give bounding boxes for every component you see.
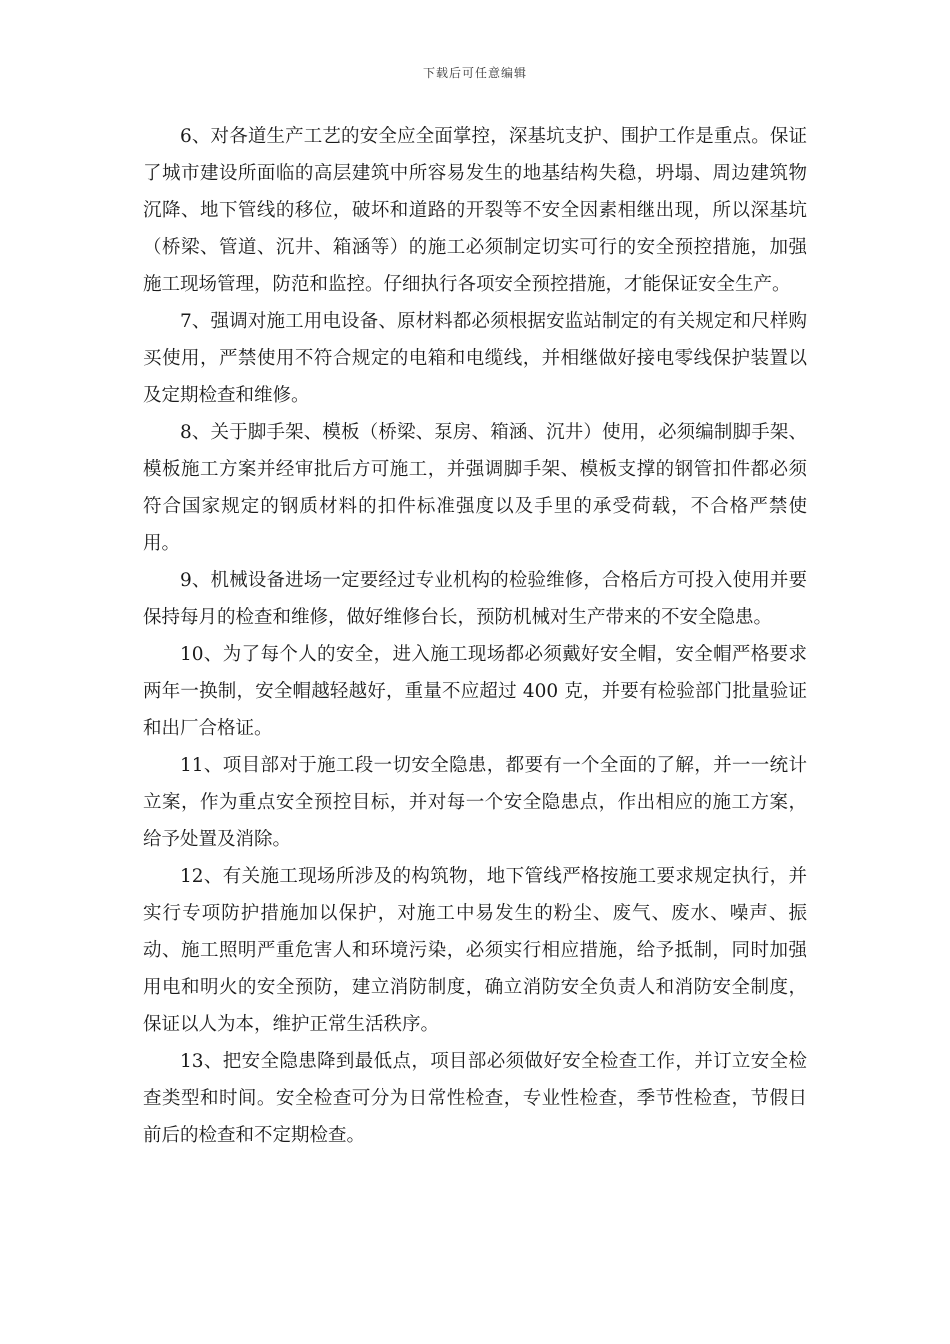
paragraph-9: 9、机械设备进场一定要经过专业机构的检验维修，合格后方可投入使用并要保持每月的检查和维修，做好维修台长，预防机械对生产带来的不安全隐患。 [143,570,807,628]
paragraph-10: 10、为了每个人的安全，进入施工现场都必须戴好安全帽，安全帽严格要求两年一换制，安全帽越轻越好，重量不应超过 400 克，并要有检验部门批量验证和出厂合格证。 [143,644,807,739]
header-note: 下载后可任意编辑 [422,66,527,80]
paragraph-6: 6、对各道生产工艺的安全应全面掌控，深基坑支护、围护工作是重点。保证了城市建设所面临的高层建筑中所容易发生的地基结构失稳，坍塌、周边建筑物沉降、地下管线的移位，破坏和道路的开裂等不安全因素相继出现，所以深基坑（桥梁、管道、沉井、箱涵等）的施工必须制定切实可行的安全预控措施，加强施工现场管理，防范和监控。仔细执行各项安全预控措施，才能保证安全生产。 [143,126,807,295]
paragraph-13: 13、把安全隐患降到最低点，项目部必须做好安全检查工作，并订立安全检查类型和时间。安全检查可分为日常性检查，专业性检查，季节性检查，节假日前后的检查和不定期检查。 [143,1051,807,1146]
paragraph-12: 12、有关施工现场所涉及的构筑物，地下管线严格按施工要求规定执行，并实行专项防护措施加以保护，对施工中易发生的粉尘、废气、废水、噪声、振动、施工照明严重危害人和环境污染，必须实行相应措施，给予抵制，同时加强用电和明火的安全预防，建立消防制度，确立消防安全负责人和消防安全制度，保证以人为本，维护正常生活秩序。 [143,866,807,1035]
document-body [143,118,807,1154]
paragraph-8: 8、关于脚手架、模板（桥梁、泵房、箱涵、沉井）使用，必须编制脚手架、模板施工方案并经审批后方可施工，并强调脚手架、模板支撑的钢管扣件都必须符合国家规定的钢质材料的扣件标准强度以及手里的承受荷载，不合格严禁使用。 [143,422,807,554]
paragraph-11: 11、项目部对于施工段一切安全隐患，都要有一个全面的了解，并一一统计立案，作为重点安全预控目标，并对每一个安全隐患点，作出相应的施工方案，给予处置及消除。 [143,755,807,850]
paragraph-7: 7、强调对施工用电设备、原材料都必须根据安监站制定的有关规定和尺样购买使用，严禁使用不符合规定的电箱和电缆线，并相继做好接电零线保护装置以及定期检查和维修。 [143,311,807,406]
